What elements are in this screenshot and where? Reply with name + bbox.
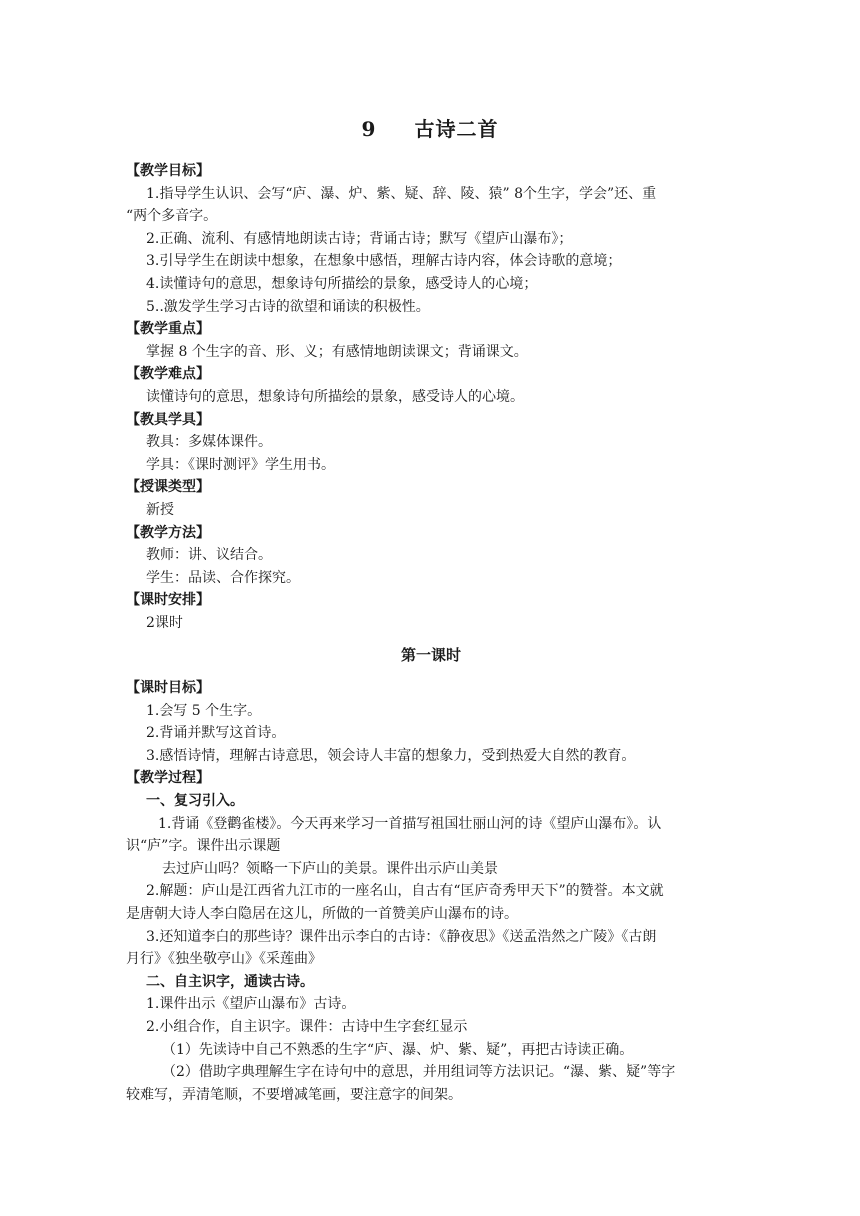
text-line: 3.感悟诗情，理解古诗意思，领会诗人丰富的想象力，受到热爱大自然的教育。	[146, 747, 636, 764]
text-line: 去过庐山吗？领略一下庐山的美景。课件出示庐山美景	[162, 860, 498, 877]
section-heading: 【教学难点】	[126, 366, 210, 383]
document-body	[126, 160, 736, 1106]
section-heading: 【课时安排】	[126, 592, 210, 609]
text-line: 2.小组合作，自主识字。课件：古诗中生字套红显示	[146, 1018, 468, 1035]
text-line: 2.解题：庐山是江西省九江市的一座名山，自古有“匡庐奇秀甲天下”的赞誉。本文就	[146, 883, 664, 900]
lesson-number: 9	[361, 117, 377, 141]
section-heading: 【授课类型】	[126, 479, 210, 496]
section-heading: 【课时目标】	[126, 680, 210, 697]
section-heading: 【教具学具】	[126, 411, 210, 428]
text-line: 2.正确、流利、有感情地朗读古诗；背诵古诗；默写《望庐山瀑布》；	[146, 230, 573, 247]
text-line: 1.背诵《登鹳雀楼》。今天再来学习一首描写祖国壮丽山河的诗《望庐山瀑布》。认	[158, 815, 662, 832]
section-heading: 【教学目标】	[126, 163, 210, 179]
text-line: （2）借助字典理解生字在诗句中的意思，并用组词等方法识记。“瀑、紫、疑”等字	[162, 1064, 676, 1081]
text-line: 掌握 8 个生字的音、形、义；有感情地朗读课文；背诵课文。	[146, 343, 528, 360]
text-line: （1）先读诗中自己不熟悉的生字“庐、瀑、炉、紫、疑”，再把古诗读正确。	[162, 1041, 634, 1058]
text-line: 2.背诵并默写这首诗。	[146, 725, 286, 742]
text-line: 3.引导学生在朗读中想象，在想象中感悟，理解古诗内容，体会诗歌的意境；	[146, 253, 622, 270]
lesson-title: 古诗二首	[414, 117, 499, 141]
text-line: 5..激发学生学习古诗的欲望和诵读的积极性。	[146, 298, 430, 315]
text-line: 学具：《课时测评》学生用书。	[146, 456, 335, 473]
text-line: 是唐朝大诗人李白隐居在这儿，所做的一首赞美庐山瀑布的诗。	[126, 906, 518, 922]
page-title	[0, 113, 860, 142]
text-line: 二、自主识字，通读古诗。	[146, 973, 314, 990]
text-line: 1.会写 5 个生字。	[146, 702, 262, 719]
subsection-title: 第一课时	[400, 646, 461, 665]
text-line: 1.课件出示《望庐山瀑布》古诗。	[146, 996, 356, 1013]
section-heading: 【教学过程】	[126, 770, 210, 787]
text-line: 教师：讲、议结合。	[146, 547, 272, 564]
text-line: 一、复习引入。	[146, 793, 244, 810]
text-line: 新授	[146, 501, 174, 518]
text-line: 3.还知道李白的那些诗？课件出示李白的古诗：《静夜思》《送孟浩然之广陵》《古朗	[146, 928, 657, 945]
text-line: 4.读懂诗句的意思，想象诗句所描绘的景象，感受诗人的心境；	[146, 275, 538, 292]
section-heading: 【教学方法】	[126, 524, 210, 541]
text-line: 识“庐”字。课件出示课题	[126, 838, 281, 855]
text-line: “两个多音字。	[126, 208, 218, 225]
text-line: 学生：品读、合作探究。	[146, 569, 300, 586]
text-line: 1.指导学生认识、会写“庐、瀑、炉、紫、疑、辞、陵、猿” 8个生字，学会”还、重	[146, 185, 657, 202]
text-line: 教具：多媒体课件。	[146, 434, 272, 451]
text-line: 2课时	[146, 614, 183, 631]
text-line: 月行》《独坐敬亭山》《采莲曲》	[126, 951, 322, 968]
text-line: 较难写，弄清笔顺，不要增减笔画，要注意字的间架。	[126, 1086, 462, 1103]
section-heading: 【教学重点】	[126, 321, 210, 338]
text-line: 读懂诗句的意思，想象诗句所描绘的景象，感受诗人的心境。	[146, 388, 524, 405]
